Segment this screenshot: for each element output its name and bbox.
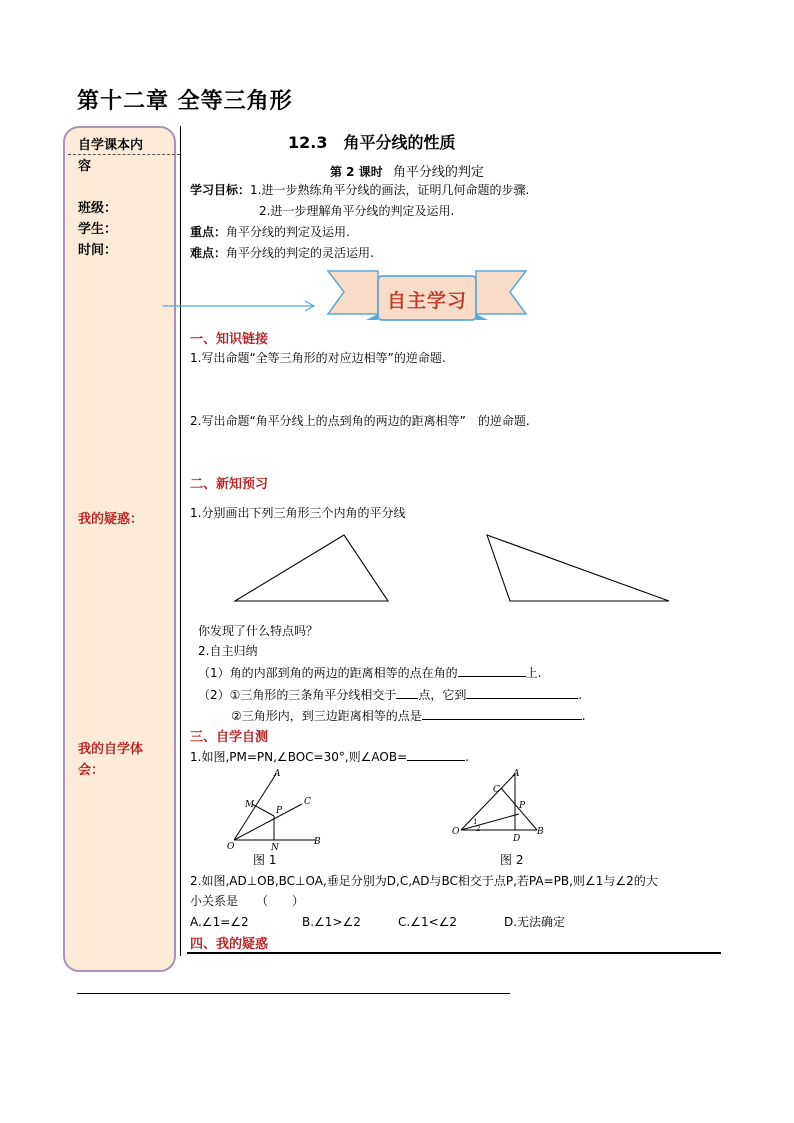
arrow-icon [163,298,323,314]
key-point-text: 角平分线的判定及运用. [226,225,350,239]
fig2-label-p: P [519,801,526,811]
s3-question-1-end: . [465,750,469,764]
option-b[interactable]: B.∠1>∠2 [302,915,361,929]
difficulty-text: 角平分线的判定的灵活运用. [226,246,374,260]
s1-question-2: 2.写出命题“角平分线上的点到角的两边的距离相等” 的逆命题. [190,414,530,428]
triangle-obtuse-figure [484,532,676,604]
fill-blank[interactable] [407,746,465,761]
difficulty-row [190,243,374,263]
s2-statement-1 [198,662,541,683]
s2-statement-2-end: . [578,688,583,702]
key-point-label: 重点： [190,225,227,239]
figure-2-diagram [449,764,549,854]
fig2-label-d: D [513,834,521,844]
fig1-label-m: M [245,800,255,810]
section-1-title: 一、知识链接 [190,332,269,347]
option-c[interactable]: C.∠1<∠2 [398,915,458,929]
fig1-label-n: N [271,843,279,853]
option-d[interactable]: D.无法确定 [504,915,566,929]
fig2-label-b: B [537,827,544,837]
fig1-label-b: B [314,837,321,847]
fig1-label-c: C [304,797,311,807]
chapter-title: 第十二章 全等三角形 [77,89,293,114]
key-point-row [190,222,350,242]
fill-blank[interactable] [458,662,526,677]
s2-statement-2-mid: 点，它到 [418,688,467,702]
s2-statement-2-text: （2）①三角形的三条角平分线相交于 [198,688,397,702]
fig1-label-a: A [274,769,281,779]
fig2-label-c: C [493,785,500,795]
figure-1-diagram [222,764,332,854]
s2-statement-1-end: 上. [525,666,542,680]
goal-item-1: 1.进一步熟练角平分线的画法，证明几何命题的步骤. [250,183,530,197]
banner-label: 自主学习 [386,290,467,312]
sidebar-time-label: 时间： [78,243,118,258]
lesson-title: 角平分线的判定 [392,165,484,180]
difficulty-label: 难点： [190,246,227,260]
sidebar-student-label: 学生： [78,222,118,237]
fill-blank[interactable] [422,705,582,720]
section-2-title: 二、新知预习 [190,477,269,492]
triangle-acute-figure [230,532,395,604]
fig1-label-p: P [276,806,283,816]
sidebar-experience-label-2: 会： [78,763,105,778]
s1-question-1: 1.写出命题“全等三角形的对应边相等”的逆命题. [190,351,446,365]
lesson-line [330,161,484,180]
goals-label: 学习目标： [190,183,251,197]
s2-find-question: 你发现了什么特点吗？ [198,624,319,638]
fig2-label-1: 1 [473,818,478,826]
footer-rule [474,993,510,994]
lesson-prefix: 第 2 课时 [330,165,383,179]
s2-statement-3-end: . [581,709,586,723]
s3-question-2-line-1: 2.如图,AD⊥OB,BC⊥OA,垂足分别为D,C,AD与BC相交于点P,若PA=PB,则∠1与∠2的大 [190,874,658,888]
section-4-rule [187,952,721,954]
sidebar-divider [68,154,180,155]
section-title: 12.3 角平分线的性质 [288,133,456,152]
section-3-title: 三、自学自测 [190,730,269,745]
column-divider [180,126,181,956]
fill-blank[interactable] [396,684,418,699]
s2-question-2: 2.自主归纳 [198,644,258,658]
s2-question-1: 1.分别画出下列三角形三个内角的平分线 [190,506,406,520]
sidebar-experience-label: 我的自学体 [78,742,144,757]
s2-statement-3-text: ②三角形内，到三边距离相等的点是 [231,709,422,723]
fig2-label-a: A [513,769,520,779]
sidebar-content-label: 自学课本内 [78,138,144,153]
fig2-label-o: O [452,827,460,837]
option-a[interactable]: A.∠1=∠2 [190,915,249,929]
fig2-label-2: 2 [476,825,481,833]
sidebar-content-label-2: 容 [78,159,92,174]
figure-1-caption: 图 1 [253,853,277,867]
s2-statement-2 [198,684,582,705]
sidebar-doubts-label: 我的疑惑： [78,512,144,527]
footer-rule [77,993,217,994]
footer-rule [217,993,474,994]
fig1-label-o: O [227,842,235,852]
s3-question-1-text: 1.如图,PM=PN,∠BOC=30°,则∠AOB= [190,750,408,764]
s2-statement-3 [231,705,586,726]
sidebar-class-label: 班级： [78,201,118,216]
section-4-title: 四、我的疑惑 [190,937,269,952]
goal-item-2: 2.进一步理解角平分线的判定及运用. [259,204,455,218]
s2-statement-1-text: （1）角的内部到角的两边的距离相等的点在角的 [198,666,458,680]
figure-2-caption: 图 2 [500,853,524,867]
fill-blank[interactable] [466,684,578,699]
s3-question-2-line-2: 小关系是 （ ） [190,894,305,908]
goals-row-1 [190,180,529,200]
